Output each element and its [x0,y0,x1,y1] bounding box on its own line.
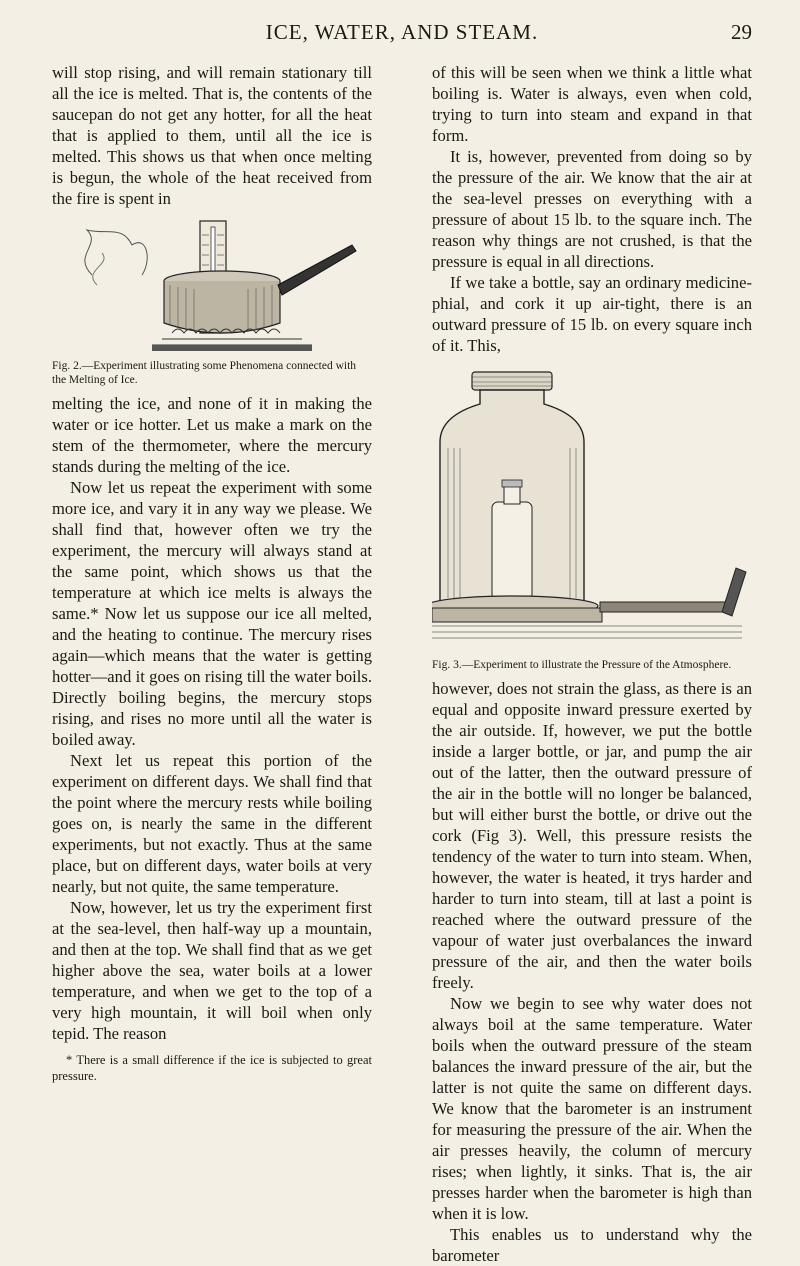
left-column [52,62,372,1084]
paragraph: Next let us repeat this portion of the experiment on different days. We shall find that the point where the mercury rests while boiling goes on, is nearly the same in the different experiments, but not exactly. Thus at the same place, but on different days, water boils at very nearly, but not quite, the same temperature. [52,751,372,896]
saucepan-engraving [52,215,372,353]
figure-2-caption: Fig. 2.—Experiment illustrating some Phenomena connected with the Melting of Ice. [52,360,357,386]
footnote: * There is a small difference if the ice is subjected to great pressure. [52,1053,372,1083]
right-column [432,62,752,1266]
paragraph: This enables us to understand why the barometer [432,1225,752,1265]
paragraph: however, does not strain the glass, as there is an equal and opposite inward pressure exerted by the air outside. If, however, we put the bottle inside a larger bottle, or jar, and pump the air out of the latter, then the outward pressure of the air in the bottle will no longer be balanced, but will either burst the bottle, or drive out the cork (Fig 3). Well, this pressure resists the tendency of the water to turn into steam. When, however, the water is heated, it trys harder and harder to turn into steam, till at last a point is reached where the outward pressure of the vapour of water just overbalances the inward pressure of the air, and then the water boils freely. [432,679,752,992]
paragraph: If we take a bottle, say an ordinary medicine-phial, and cork it up air-tight, there is an outward pressure of 15 lb. on every square inch of it. This, [432,273,752,355]
figure-2-saucepan-illustration [52,215,372,353]
figure-3-caption: Fig. 3.—Experiment to illustrate the Pressure of the Atmosphere. [432,659,732,671]
paragraph: of this will be seen when we think a little what boiling is. Water is always, even when cold, trying to turn into steam and expand in that form. [432,63,752,145]
paragraph: Now we begin to see why water does not always boil at the same temperature. Water boils when the outward pressure of the steam balances the inward pressure of the air, but the latter is not quite the same on different days. We know that the barometer is an instrument for measuring the pressure of the air. When the air presses heavily, the column of mercury rises; when lightly, it sinks. That is, the air presses harder when the barometer is high than when it is low. [432,994,752,1223]
paragraph: Now, however, let us try the experiment first at the sea-level, then half-way up a mountain, and then at the top. We shall find that as we get higher above the sea, water boils at a lower temperature, and when we get to the top of a very high mountain, it will boil when only tepid. The reason [52,898,372,1043]
figure-3-jar-illustration [432,362,752,652]
page-header [52,20,752,48]
paragraph: melting the ice, and none of it in making the water or ice hotter. Let us make a mark on the stem of the thermometer, where the mercury stands during the melting of the ice. [52,394,372,476]
bell-jar-engraving [432,362,752,652]
paragraph: Now let us repeat the experiment with some more ice, and vary it in any way we please. We shall find that, however often we try the experiment, the mercury will always stand at the same point, which shows us that the temperature at which ice melts is always the same.* Now let us suppose our ice all melted, and the heating to continue. The mercury rises again—which means that the water is getting hotter—and it goes on rising till the water boils. Directly boiling begins, the mercury stops rising, and rises no more until all the water is boiled away. [52,478,372,749]
running-title: ICE, WATER, AND STEAM. [265,20,539,44]
paragraph: It is, however, prevented from doing so by the pressure of the air. We know that the air at the sea-level presses on everything with a pressure of about 15 lb. to the square inch. The reason why things are not crushed, is that the pressure is equal in all directions. [432,147,752,271]
page-number: 29 [731,20,752,44]
paragraph: will stop rising, and will remain stationary till all the ice is melted. That is, the contents of the saucepan do not get any hotter, for all the heat that is applied to them, until all the ice is melted. This shows us that when once melting is begun, the whole of the heat received from the fire is spent in [52,63,372,208]
